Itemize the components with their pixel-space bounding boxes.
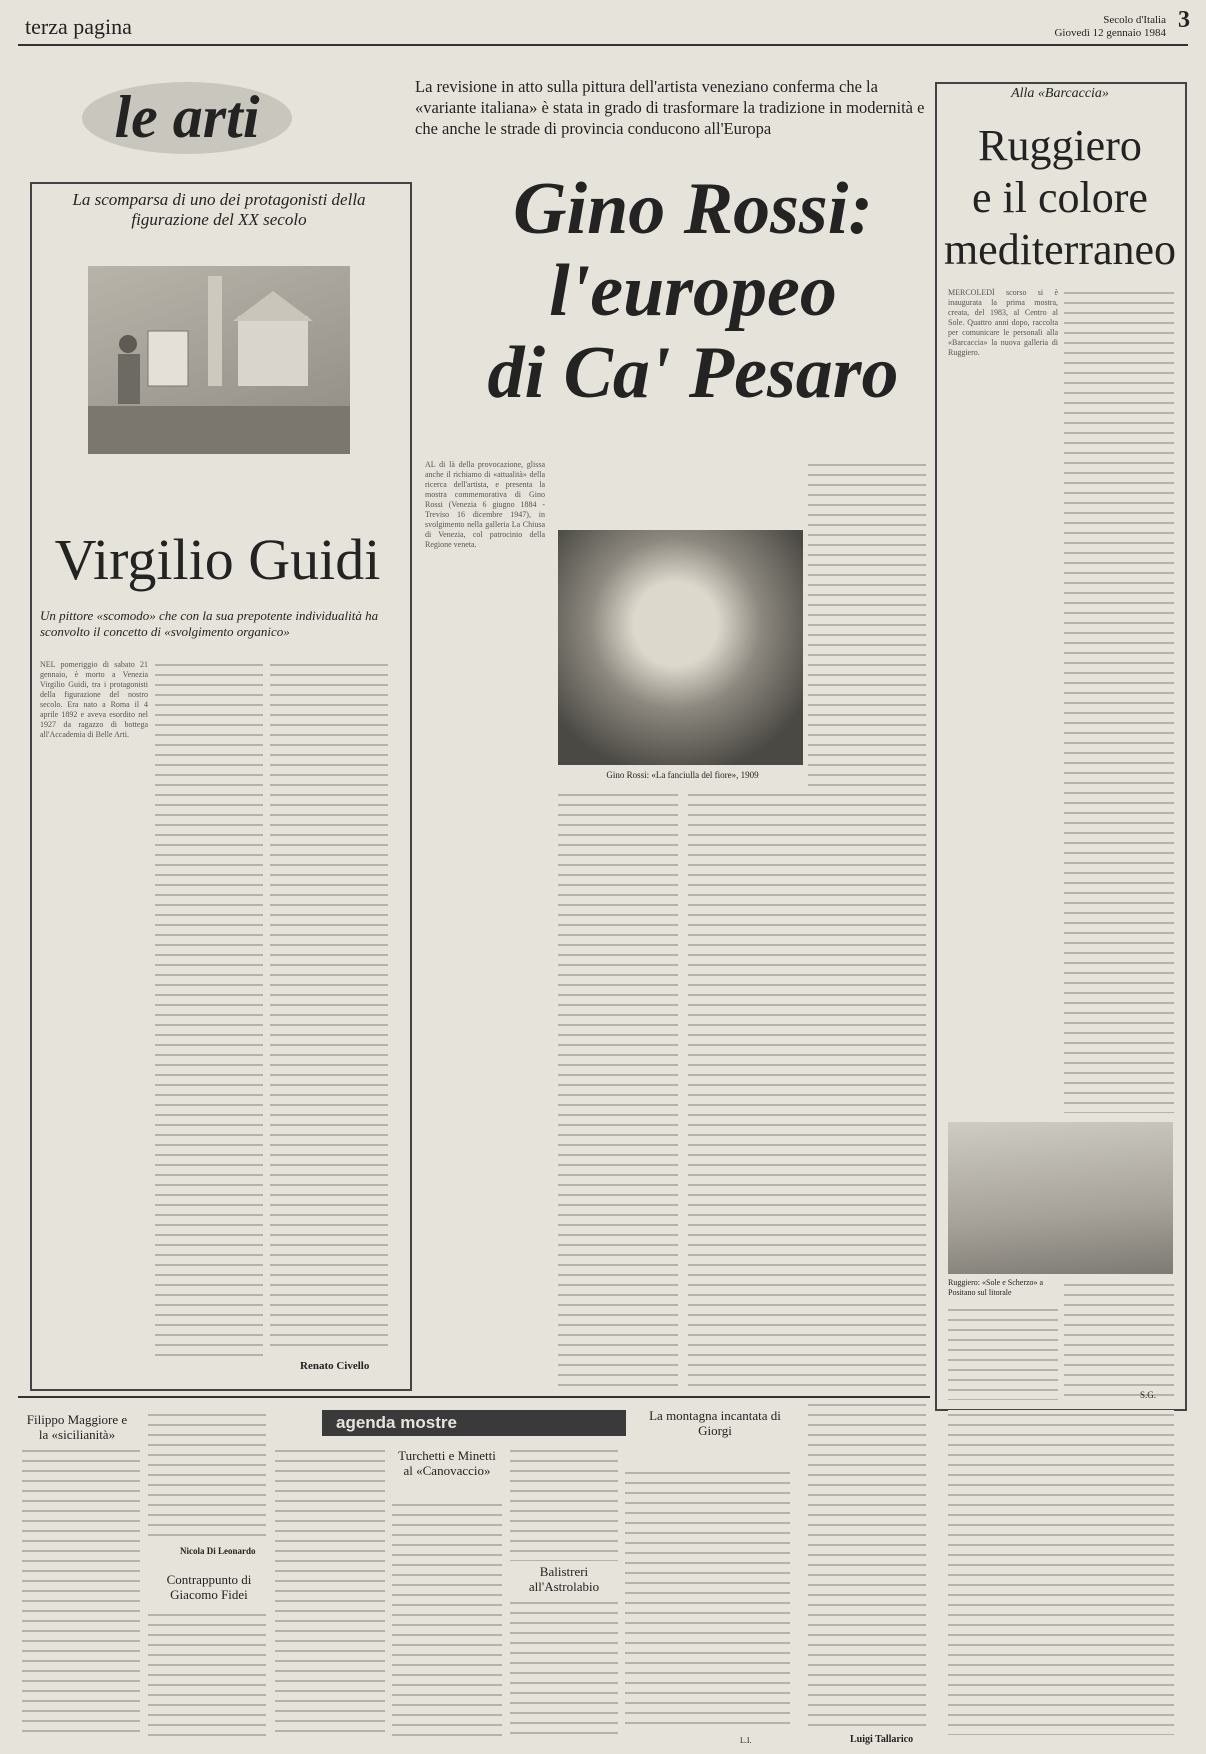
guidi-deck: Un pittore «scomodo» che con la sua prepotente individualità ha sconvolto il concetto di «svolgimento organico» xyxy=(40,608,379,639)
ruggiero-title-line-3: mediterraneo xyxy=(943,225,1177,274)
guidi-column-1 xyxy=(40,660,148,1360)
guidi-kicker: La scomparsa di uno dei protagonisti della figurazione del XX secolo xyxy=(72,190,366,229)
date: Giovedì 12 gennaio 1984 xyxy=(1054,27,1166,39)
montagna-headline: La montagna incantata di Giorgi xyxy=(649,1408,781,1438)
masthead xyxy=(1054,7,1190,40)
ruggiero-column-4 xyxy=(1064,1280,1174,1400)
fidei-column xyxy=(148,1610,266,1736)
ruggiero-column-1 xyxy=(948,288,1058,1113)
maggiore-author: Nicola Di Leonardo xyxy=(180,1546,256,1556)
rossi-column-2 xyxy=(558,790,678,1386)
rossi-body-lead: AL di là della provocazione, glissa anche il richiamo di «attualità» della ricerca dell'artista, e presenta la mostra commemorativa di Gino Rossi (Venezia 6 giugno 1884 - Treviso 16 dicembre 1947), in svolgimento nella galleria La Chiusa di Venezia, col patrocinio della Regione veneta. xyxy=(425,460,545,549)
rossi-portrait-image xyxy=(558,530,803,765)
ruggiero-column-2 xyxy=(1064,288,1174,1113)
guidi-column-2 xyxy=(155,660,263,1360)
maggiore-column-1 xyxy=(22,1446,140,1736)
montagna-column-1 xyxy=(625,1468,790,1730)
painting-illustration xyxy=(88,266,350,454)
montagna-column-2 xyxy=(808,1400,926,1730)
maggiore-headline: Filippo Maggiore e la «sicilianità» xyxy=(26,1412,128,1442)
agenda-column-3 xyxy=(510,1446,618,1561)
balistreri-column xyxy=(510,1598,618,1736)
paper-name: Secolo d'Italia xyxy=(1103,14,1166,26)
ruggiero-signature: S.G. xyxy=(1140,1390,1157,1400)
rossi-title-line-1: Gino Rossi: xyxy=(513,168,873,250)
guidi-title: Virgilio Guidi xyxy=(54,527,381,592)
top-rule xyxy=(18,44,1188,46)
guidi-body-lead: NEL pomeriggio di sabato 21 gennaio, è morto a Venezia Virgilio Guidi, tra i protagonisti della figurazione del nostro secolo. Era nato a Roma il 4 aprile 1892 e aveva esordito nel 1927 da ragazzo di bottega all'Accademia di Belle Arti. xyxy=(40,660,148,739)
ruggiero-photo-caption: Ruggiero: «Sole e Scherzo» a Positano sul litorale xyxy=(948,1278,1044,1297)
header-deck: La revisione in atto sulla pittura dell'artista veneziano conferma che la «variante italiana» è stata in grado di trasformare la tradizione in modernità e che anche le strade di provincia conducono all'Europa xyxy=(415,77,925,138)
section-title: le arti xyxy=(82,82,292,154)
fidei-headline: Contrappunto di Giacomo Fidei xyxy=(166,1572,252,1602)
guidi-author: Renato Civello xyxy=(300,1360,370,1372)
rossi-title-line-2: l'europeo xyxy=(549,250,837,332)
ruggiero-headline xyxy=(940,120,1180,276)
montagna-author: Luigi Tallarico xyxy=(850,1734,914,1745)
agenda-column-1 xyxy=(275,1446,385,1736)
bottom-rule xyxy=(18,1396,930,1398)
rossi-headline xyxy=(458,168,928,414)
page-number: 3 xyxy=(1178,7,1190,33)
initials: L.I. xyxy=(740,1736,752,1745)
ruggiero-kicker: Alla «Barcaccia» xyxy=(1011,86,1109,101)
balistreri-headline: Balistreri all'Astrolabio xyxy=(528,1564,600,1594)
ruggiero-column-3 xyxy=(948,1305,1058,1400)
ruggiero-title-line-1: Ruggiero xyxy=(978,121,1142,170)
section-label: terza pagina xyxy=(25,14,132,39)
ruggiero-continuation xyxy=(948,1410,1174,1735)
ruggiero-title-line-2: e il colore xyxy=(972,173,1148,222)
guidi-painting-image xyxy=(88,266,350,454)
rossi-column-3 xyxy=(688,790,808,1386)
rossi-title-line-3: di Ca' Pesaro xyxy=(487,332,899,414)
turchetti-column xyxy=(392,1500,502,1736)
ruggiero-body-lead: MERCOLEDÌ scorso si è inaugurata la prima mostra, creata, del 1983, al Centro al Sole. Quattro anni dopo, raccolta per comunicare le personali alla «Barcaccia» la nuova galleria di Ruggiero. xyxy=(948,288,1058,357)
rossi-column-4 xyxy=(808,460,926,1386)
rossi-photo-caption: Gino Rossi: «La fanciulla del fiore», 1909 xyxy=(606,770,759,780)
maggiore-column-2 xyxy=(148,1410,266,1538)
turchetti-headline: Turchetti e Minetti al «Canovaccio» xyxy=(398,1448,496,1478)
rossi-column-1 xyxy=(425,460,545,1386)
agenda-mostre-banner: agenda mostre xyxy=(322,1410,626,1436)
guidi-column-3 xyxy=(270,660,388,1350)
ruggiero-painting-image xyxy=(948,1122,1173,1274)
